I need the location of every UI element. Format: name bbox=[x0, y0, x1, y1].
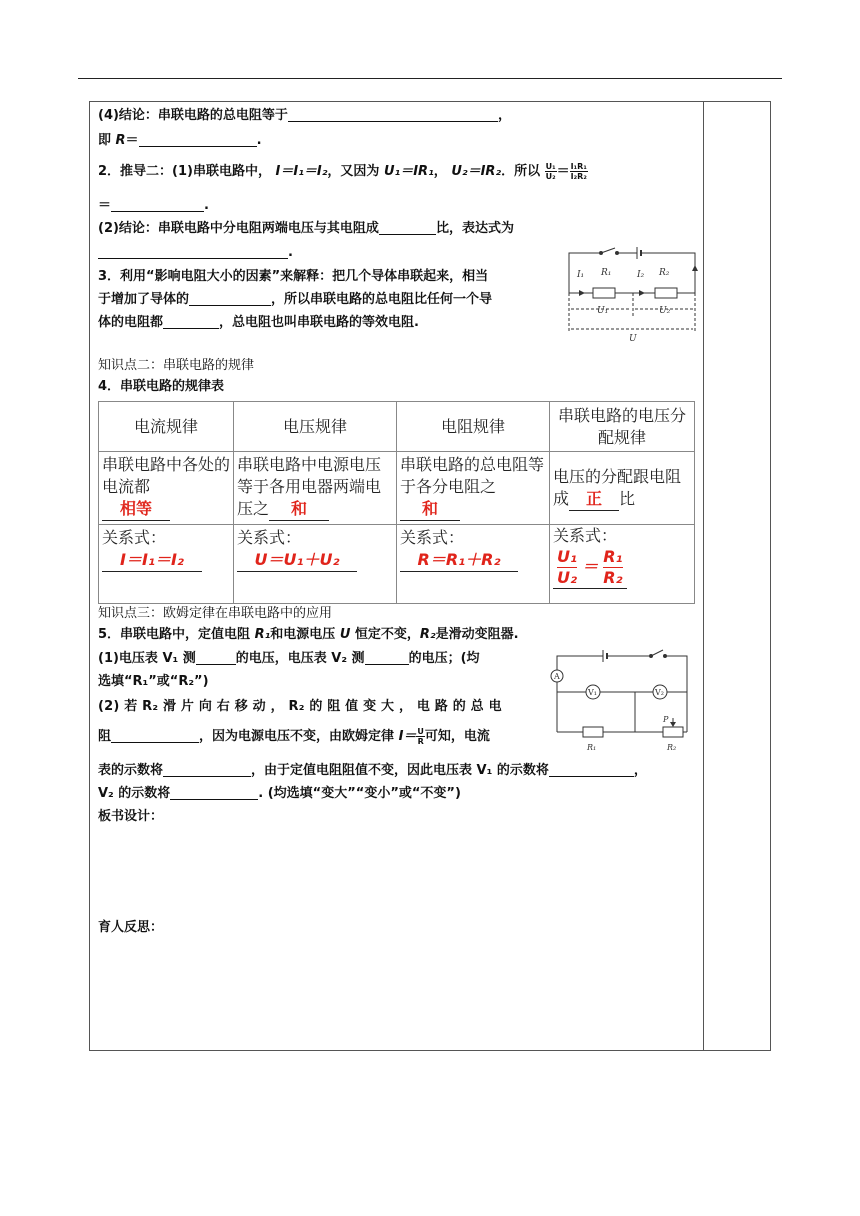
answer-blank[interactable] bbox=[549, 762, 634, 777]
answer-resistance: 和 bbox=[400, 498, 460, 521]
slider-label: P bbox=[663, 715, 669, 724]
denominator: U₂ bbox=[557, 568, 577, 587]
ammeter-label: A bbox=[554, 672, 560, 681]
text: V₂ 的示数将 bbox=[98, 786, 171, 801]
answer-blank[interactable] bbox=[288, 107, 498, 122]
numerator: I₁R₁ bbox=[570, 162, 587, 171]
punct: . bbox=[204, 198, 209, 213]
frame-column-divider bbox=[703, 101, 704, 1051]
answer-blank[interactable] bbox=[139, 132, 257, 147]
ohms-law: I＝ bbox=[398, 729, 417, 744]
label-r2: R₂ bbox=[659, 268, 670, 278]
formula-voltage: U＝U₁＋U₂ bbox=[254, 550, 340, 569]
answer-blank[interactable] bbox=[98, 244, 288, 259]
knowledge-point-3-title: 知识点三：欧姆定律在串联电路中的应用 bbox=[98, 606, 333, 621]
text: ，因为电源电压不变，由欧姆定律 bbox=[199, 729, 395, 744]
text: ，由于定值电阻阻值不变，因此电压表 V₁ 的示数将 bbox=[251, 763, 549, 778]
answer-blank[interactable] bbox=[379, 220, 436, 235]
text: ＝ bbox=[98, 198, 112, 213]
current-arrow bbox=[579, 290, 585, 296]
question-2-line4 bbox=[98, 784, 461, 803]
numerator: U₁ bbox=[545, 162, 556, 171]
text: 体的电阻都 bbox=[98, 315, 164, 330]
denominator: R₂ bbox=[603, 568, 623, 587]
conclusion-2-line bbox=[98, 219, 514, 238]
text: ，总电阻也叫串联电路的等效电阻. bbox=[219, 315, 419, 330]
text: ＝ bbox=[125, 133, 139, 148]
reflection-label: 育人反思： bbox=[98, 920, 164, 935]
formula-resistance: R＝R₁＋R₂ bbox=[417, 550, 501, 569]
header-resistance: 电阻规律 bbox=[397, 402, 550, 452]
answer-distribution: 正 bbox=[569, 488, 619, 511]
answer-blank[interactable] bbox=[163, 314, 219, 329]
text: 电压的分配跟电阻成 bbox=[553, 466, 682, 508]
header-voltage: 电压规律 bbox=[234, 402, 397, 452]
text: 和电源电压 bbox=[270, 627, 340, 642]
conclusion-2-line2 bbox=[98, 243, 293, 262]
fraction-u1-u2 bbox=[545, 162, 557, 181]
answer-blank[interactable] bbox=[365, 650, 409, 665]
text: 阻 bbox=[98, 729, 112, 744]
text: 比 bbox=[619, 488, 636, 508]
label-r1: R₁ bbox=[601, 268, 612, 278]
text: ，又因为 bbox=[327, 164, 380, 179]
cell-voltage-rule bbox=[234, 452, 397, 525]
formula-label: 关系式： bbox=[553, 526, 618, 545]
answer-blank[interactable] bbox=[111, 197, 204, 212]
text: 即 bbox=[98, 133, 116, 148]
text: (2)结论：串联电路中分电阻两端电压与其电阻成 bbox=[98, 221, 379, 236]
question-2-line2 bbox=[98, 727, 490, 746]
punct: . bbox=[288, 245, 293, 260]
header-rule bbox=[78, 78, 782, 79]
answer-blank[interactable] bbox=[170, 785, 258, 800]
cell-voltage-formula bbox=[234, 525, 397, 604]
punct: . bbox=[256, 133, 262, 148]
board-design-label: 板书设计： bbox=[98, 809, 164, 824]
label-u: U bbox=[629, 334, 637, 343]
formula-current: I＝I₁＝I₂ bbox=[120, 550, 184, 569]
item-3-line3 bbox=[98, 313, 419, 332]
punct: ， bbox=[433, 164, 447, 179]
item-4-title: 4．串联电路的规律表 bbox=[98, 379, 225, 394]
cell-distribution-formula bbox=[550, 525, 695, 604]
var-r: R bbox=[115, 133, 126, 148]
text: (1)电压表 V₁ 测 bbox=[98, 651, 196, 666]
denominator: R bbox=[417, 737, 424, 746]
current-arrow bbox=[692, 265, 698, 271]
question-2-line1: (2) 若 R₂ 滑 片 向 右 移 动 ， R₂ 的 阻 值 变 大 ， 电 路 的 总 电 bbox=[98, 699, 502, 714]
text: 恒定不变， bbox=[350, 627, 420, 642]
formula-label: 关系式： bbox=[102, 528, 167, 547]
var: R₁ bbox=[254, 627, 271, 642]
denominator: I₂R₂ bbox=[570, 172, 587, 181]
equation: U₁＝IR₁ bbox=[383, 164, 434, 179]
numerator: U₁ bbox=[557, 547, 577, 566]
text: 的电压；(均 bbox=[408, 651, 480, 666]
conclusion-4-line bbox=[98, 106, 511, 125]
knowledge-point-2-title: 知识点二：串联电路的规律 bbox=[98, 358, 255, 373]
cell-current-rule bbox=[99, 452, 234, 525]
punct: ， bbox=[497, 108, 511, 123]
formula-distribution bbox=[553, 547, 627, 589]
conclusion-4-line2 bbox=[98, 131, 262, 150]
equals: ＝ bbox=[582, 557, 599, 576]
numerator: U bbox=[417, 727, 424, 736]
text: . (均选填“变大”“变小”或“不变”) bbox=[258, 786, 461, 801]
series-circuit-diagram bbox=[563, 245, 701, 343]
answer-blank[interactable] bbox=[163, 762, 251, 777]
r2-label: R₂ bbox=[667, 743, 677, 752]
question-1-line2: 选填“R₁”或“R₂”) bbox=[98, 674, 209, 689]
current-arrow bbox=[639, 290, 645, 296]
equation: I＝I₁＝I₂ bbox=[275, 164, 328, 179]
text: 于增加了导体的 bbox=[98, 292, 190, 307]
question-1-line bbox=[98, 649, 480, 668]
label-i1: I₁ bbox=[577, 270, 585, 280]
derivation-2-line2 bbox=[98, 196, 209, 215]
series-circuit-rule-table bbox=[98, 401, 695, 604]
text: 比，表达式为 bbox=[435, 221, 514, 236]
cell-resistance-rule bbox=[397, 452, 550, 525]
denominator: U₂ bbox=[545, 172, 556, 181]
header-voltage-distribution: 串联电路的电压分配规律 bbox=[550, 402, 695, 452]
answer-current: 相等 bbox=[102, 498, 170, 521]
r1-label: R₁ bbox=[587, 743, 597, 752]
text: 串联电路的总电阻等于各分电阻之 bbox=[400, 455, 545, 496]
formula-label: 关系式： bbox=[237, 528, 302, 547]
text: 可知，电流 bbox=[424, 729, 490, 744]
slider-arrow bbox=[670, 722, 676, 727]
voltmeter-1-label: V₁ bbox=[588, 688, 597, 697]
label-u1: U₁ bbox=[597, 306, 609, 316]
numerator: R₁ bbox=[603, 547, 623, 566]
equation: U₂＝IR₂ bbox=[451, 164, 502, 179]
label-u2: U₂ bbox=[659, 306, 671, 316]
item-3-line2 bbox=[98, 290, 492, 309]
derivation-2-label: 2．推导二：(1)串联电路中， bbox=[98, 164, 271, 179]
ohms-law-circuit-diagram bbox=[545, 640, 695, 758]
text: 表的示数将 bbox=[98, 763, 164, 778]
question-2-line3 bbox=[98, 761, 647, 780]
var: U bbox=[339, 627, 351, 642]
text: 串联电路中电源电压等于各用电器两端电压之 bbox=[237, 455, 382, 518]
answer-blank[interactable] bbox=[196, 650, 236, 665]
cell-resistance-formula bbox=[397, 525, 550, 604]
fraction-u-r bbox=[416, 727, 425, 746]
answer-blank[interactable] bbox=[189, 291, 271, 306]
answer-blank[interactable] bbox=[111, 728, 199, 743]
text: ＝ bbox=[556, 164, 570, 179]
text: 是滑动变阻器. bbox=[435, 627, 519, 642]
text: 的电压，电压表 V₂ 测 bbox=[235, 651, 365, 666]
text: ．所以 bbox=[501, 164, 541, 179]
header-current: 电流规律 bbox=[99, 402, 234, 452]
answer-voltage: 和 bbox=[269, 498, 329, 521]
conclusion-4-text: (4)结论：串联电路的总电阻等于 bbox=[98, 108, 288, 123]
text: ，所以串联电路的总电阻比任何一个导 bbox=[271, 292, 493, 307]
text: 串联电路中各处的电流都 bbox=[102, 455, 231, 496]
var: R₂ bbox=[419, 627, 436, 642]
item-5-line bbox=[98, 625, 519, 644]
derivation-2-line bbox=[98, 162, 588, 181]
text: 5．串联电路中，定值电阻 bbox=[98, 627, 255, 642]
cell-distribution-rule bbox=[550, 452, 695, 525]
cell-current-formula bbox=[99, 525, 234, 604]
formula-label: 关系式： bbox=[400, 528, 465, 547]
voltmeter-2-label: V₂ bbox=[655, 688, 664, 697]
item-3-line1: 3．利用“影响电阻大小的因素”来解释：把几个导体串联起来，相当 bbox=[98, 269, 489, 284]
punct: ， bbox=[633, 763, 647, 778]
label-i2: I₂ bbox=[637, 270, 645, 280]
fraction-ir bbox=[570, 162, 588, 181]
